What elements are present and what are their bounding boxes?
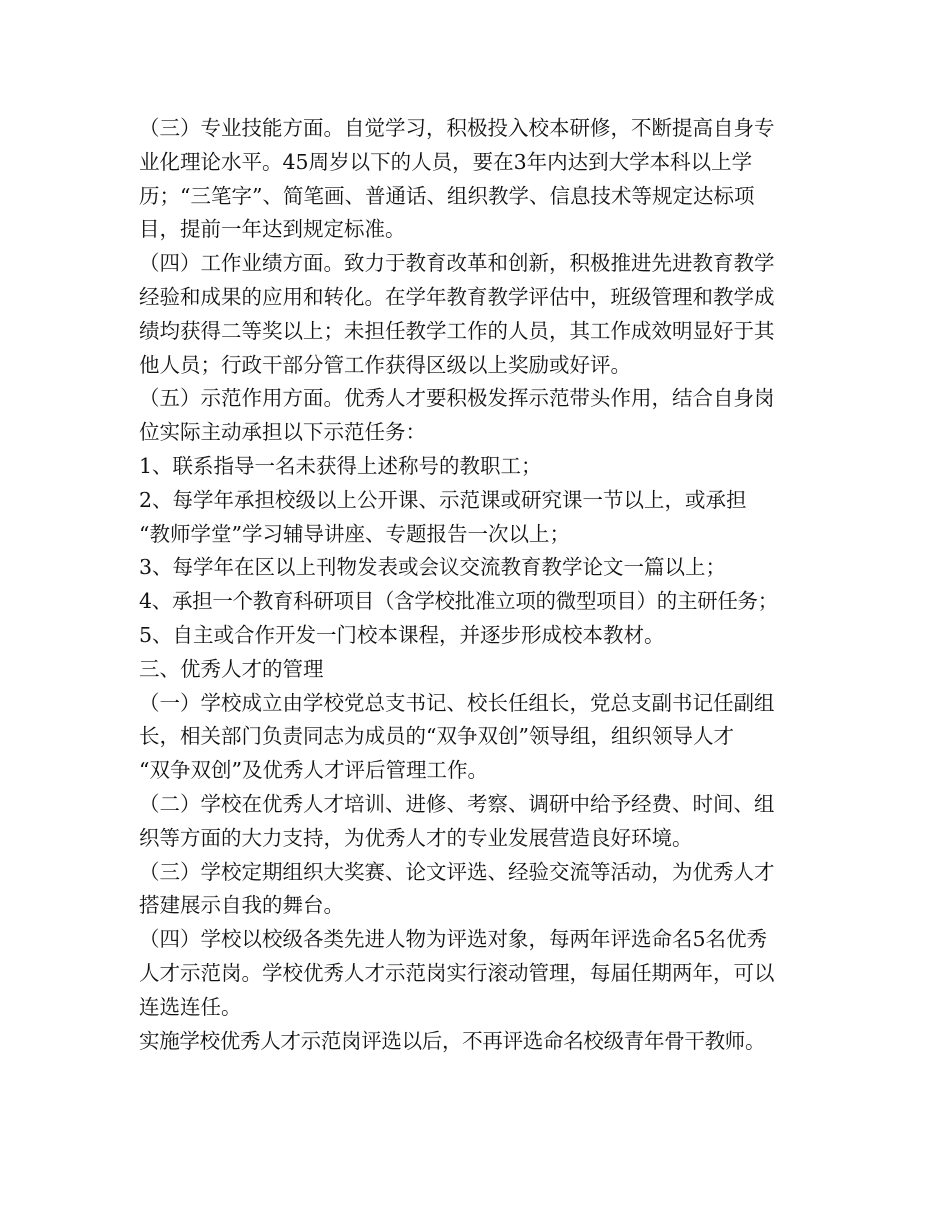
- paragraph-closing: [139, 1025, 819, 1059]
- text-line: 3、每学年在区以上刊物发表或会议交流教育教学论文一篇以上；: [139, 555, 727, 580]
- text-line: 三、优秀人才的管理: [139, 656, 324, 681]
- text-line: （二）学校在优秀人才培训、进修、考察、调研中给予经费、时间、组: [139, 791, 775, 816]
- paragraph-support: [139, 788, 819, 856]
- text-line: （三）专业技能方面。自觉学习，积极投入校本研修，不断提高自身专: [139, 116, 775, 140]
- text-line: 1、联系指导一名未获得上述称号的教职工；: [139, 453, 542, 478]
- text-line: 业化理论水平。45周岁以下的人员，要在3年内达到大学本科以上学: [139, 149, 753, 174]
- paragraph-work-performance: [139, 247, 819, 382]
- text-line: 5、自主或合作开发一门校本课程，并逐步形成校本教材。: [139, 622, 665, 647]
- text-line: 人才示范岗。学校优秀人才示范岗实行滚动管理，每届任期两年，可以: [139, 960, 775, 985]
- text-line: 4、承担一个教育科研项目（含学校批准立项的微型项目）的主研任务；: [139, 589, 778, 614]
- list-item-3: [139, 551, 819, 585]
- text-line: （四）工作业绩方面。致力于教育改革和创新，积极推进先进教育教学: [139, 251, 775, 276]
- text-line: 长，相关部门负责同志为成员的“双争双创”领导组，组织领导人才: [139, 724, 734, 749]
- list-item-2: [139, 484, 819, 552]
- text-line: 2、每学年承担校级以上公开课、示范课或研究课一节以上，或承担: [139, 487, 747, 512]
- text-line: （三）学校定期组织大奖赛、论文评选、经验交流等活动，为优秀人才: [139, 859, 775, 884]
- text-line: “双争双创”及优秀人才评后管理工作。: [139, 758, 488, 783]
- paragraph-activities: [139, 856, 819, 924]
- text-line: 经验和成果的应用和转化。在学年教育教学评估中，班级管理和教学成: [139, 284, 775, 309]
- text-line: 连选连任。: [139, 994, 242, 1019]
- text-line: （四）学校以校级各类先进人物为评选对象，每两年评选命名5名优秀: [139, 927, 768, 952]
- text-line: 历；“三笔字”、简笔画、普通话、组织教学、信息技术等规定达标项: [139, 183, 755, 208]
- text-line: 绩均获得二等奖以上；未担任教学工作的人员，其工作成效明显好于其: [139, 318, 775, 343]
- paragraph-demonstration-role: [139, 382, 819, 450]
- text-line: 目，提前一年达到规定标准。: [139, 217, 406, 242]
- document-page: [139, 112, 819, 1058]
- text-line: 位实际主动承担以下示范任务：: [139, 420, 426, 445]
- text-line: 实施学校优秀人才示范岗评选以后，不再评选命名校级青年骨干教师。: [139, 1028, 766, 1053]
- list-item-1: [139, 450, 819, 484]
- paragraph-selection: [139, 923, 819, 1024]
- text-line: 搭建展示自我的舞台。: [139, 893, 344, 918]
- list-item-5: [139, 619, 819, 653]
- paragraph-leadership-group: [139, 687, 819, 788]
- paragraph-professional-skills: [139, 112, 819, 247]
- list-item-4: [139, 585, 819, 619]
- text-line: “教师学堂”学习辅导讲座、专题报告一次以上；: [139, 521, 570, 546]
- section-heading-management: [139, 653, 819, 687]
- text-line: （一）学校成立由学校党总支书记、校长任组长，党总支副书记任副组: [139, 690, 775, 715]
- text-line: 织等方面的大力支持，为优秀人才的专业发展营造良好环境。: [139, 825, 693, 850]
- text-line: 他人员；行政干部分管工作获得区级以上奖励或好评。: [139, 352, 631, 377]
- text-line: （五）示范作用方面。优秀人才要积极发挥示范带头作用，结合自身岗: [139, 386, 775, 411]
